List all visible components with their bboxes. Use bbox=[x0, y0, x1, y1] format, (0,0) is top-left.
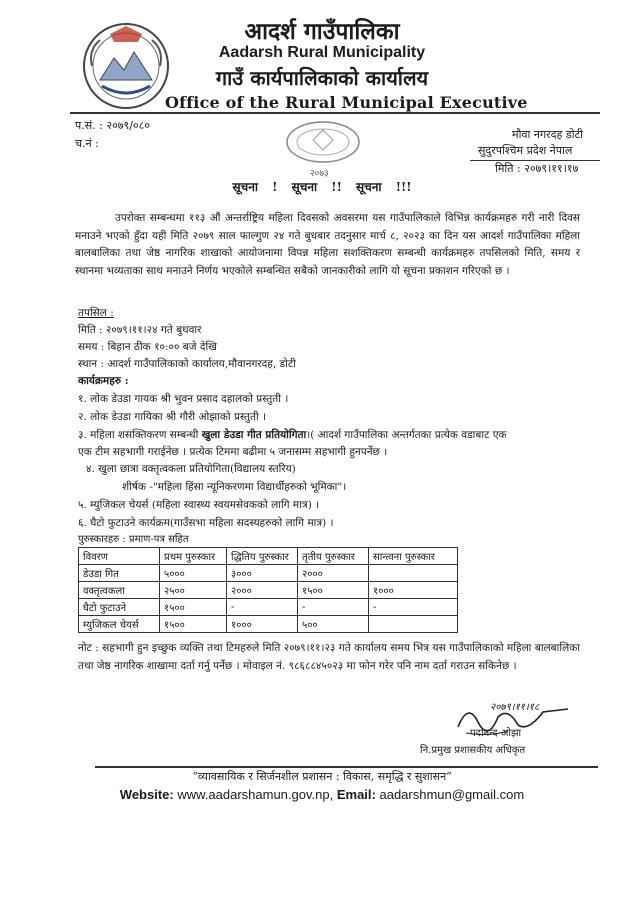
address-line-2: सुदुरपश्चिम प्रदेश नेपाल bbox=[478, 144, 573, 157]
signatory-name: पदानन्द ओझा bbox=[470, 728, 522, 739]
table-cell: ५००० bbox=[160, 565, 227, 582]
details-heading: तपसिल : bbox=[78, 307, 114, 319]
table-cell bbox=[369, 565, 458, 582]
signatory-title: नि.प्रमुख प्रशासकीय अधिकृत bbox=[420, 745, 526, 756]
table-cell: - bbox=[369, 599, 458, 616]
program-item-6: ६. घैटो फुटाउने कार्यक्रम(गाउँसभा महिला सदस्यहरुको लागि मात्र) । bbox=[78, 517, 334, 529]
table-header-cell: तृतीय पुरुस्कार bbox=[298, 548, 369, 565]
program-item-3-lead: ३. महिला शसक्तिकरण सम्बन्धी bbox=[78, 429, 202, 441]
prize-table-header bbox=[79, 548, 458, 565]
municipality-name-en: Aadarsh Rural Municipality bbox=[218, 44, 426, 61]
website-link[interactable]: www.aadarshamun.gov.np, bbox=[177, 787, 334, 802]
prizes-caption: पुरुस्कारहरु : प्रमाण-पत्र सहित bbox=[78, 534, 189, 545]
address-line-1: मौवा नगरदह डोटी bbox=[512, 128, 583, 141]
event-date: मिति : २०७९।११।२४ गते बुधवार bbox=[78, 324, 202, 336]
table-cell: १५०० bbox=[160, 599, 227, 616]
program-item-3-tail: ।( आदर्श गाउँपालिका अन्तर्गतका प्रत्येक वडाबाट एक bbox=[306, 429, 507, 441]
table-cell: वक्तृत्वकला bbox=[79, 582, 160, 599]
program-item-3-continued: एक टीम सहभागी गराईनेछ । प्रत्येक टिममा बढीमा ५ जनासम्म सहभागी हुनपर्नेछ । bbox=[78, 446, 388, 458]
program-item-2: २. लोक डेउडा गायिका श्री गौरी ओझाको प्रस्तुती । bbox=[78, 411, 267, 423]
reference-number: प.सं. : २०७९/०८० bbox=[75, 119, 151, 132]
municipality-name-np: आदर्श गाउँपालिका bbox=[244, 18, 400, 45]
table-cell: २००० bbox=[227, 582, 298, 599]
event-time: समय : बिहान ठीक १०:०० बजे देखि bbox=[78, 341, 217, 353]
office-name-np: गाउँ कार्यपालिकाको कार्यालय bbox=[215, 66, 429, 90]
table-header-cell: द्धितिय पुरुस्कार bbox=[227, 548, 298, 565]
table-row bbox=[79, 565, 458, 582]
table-cell: १५०० bbox=[160, 616, 227, 633]
table-cell: २५०० bbox=[160, 582, 227, 599]
header-divider bbox=[70, 112, 600, 114]
footer-divider bbox=[95, 766, 598, 768]
table-row bbox=[79, 616, 458, 633]
website-label: Website: bbox=[119, 787, 174, 802]
intro-paragraph: उपरोक्त सम्बन्धमा ११३ औं अन्तर्राष्ट्रिय महिला दिवसको अवसरमा यस गाउँपालिकाले विभिन्न कार्यक्रमहरु गरी नारी दिवस मनाउने भएको हुँदा यही मिति २०७९ साल फाल्गुण २४ गते बुधबार तदनुसार मार्च ८, २०२३ का दिन यस आदर्श गाउँपालिका महिला बालबालिका तथा जेष्ठ नागरिक शाखाको आयोजनामा विपन्न महिला सशक्तिकरण सम्बन्धी कार्यक्रमहरु तपसिलको मिति, समय र स्थानमा भव्यताका साथ मनाउने निर्णय भएकोले सम्बन्धित सबैको जानकारीको लागि यो सूचना प्रकाशन गरिएको छ । bbox=[75, 212, 580, 277]
footer-contact bbox=[0, 787, 644, 802]
dispatch-number: च.नं : bbox=[75, 137, 99, 150]
table-header-cell: प्रथम पुरुस्कार bbox=[160, 548, 227, 565]
table-cell: १५०० bbox=[298, 582, 369, 599]
table-cell: - bbox=[227, 599, 298, 616]
table-row bbox=[79, 582, 458, 599]
program-item-3-highlight: खुला डेउडा गीत प्रतियोगिता bbox=[201, 429, 307, 441]
table-header-cell: विवरण bbox=[79, 548, 160, 565]
stamp-year: २०७३ bbox=[310, 169, 329, 179]
email-link[interactable]: aadarshmun@gmail.com bbox=[379, 787, 525, 802]
table-header-cell: सान्त्वना पुरुस्कार bbox=[369, 548, 458, 565]
program-item-1: १. लोक डेउडा गायक श्री भुवन प्रसाद दहालको प्रस्तुती । bbox=[78, 393, 289, 405]
table-cell: ३००० bbox=[227, 565, 298, 582]
prize-table bbox=[78, 547, 458, 633]
signature-date: २०७९।११।१८ bbox=[490, 702, 540, 713]
table-cell: म्युजिकल चेयर्स bbox=[79, 616, 160, 633]
office-name-en: Office of the Rural Municipal Executive bbox=[165, 93, 528, 112]
program-item-5: ५. म्युजिकल चेयर्स (महिला स्वास्थ्य स्वयमसेवकको लागि मात्र) । bbox=[78, 499, 320, 511]
table-cell: डेउडा गित bbox=[79, 565, 160, 582]
table-row bbox=[79, 599, 458, 616]
program-item-4: ४. खुला छात्रा वक्तृत्वकला प्रतियोगिता(विद्यालय स्तरिय) bbox=[86, 463, 296, 475]
notice-heading: सूचना ! सूचना !! सूचना !!! bbox=[232, 180, 412, 194]
program-item-3 bbox=[78, 427, 507, 444]
footer-motto: “व्यावसायिक र सिर्जनशील प्रशासन : विकास, समृद्धि र सुशासन” bbox=[192, 770, 452, 783]
letter-date: मिति : २०७९।११।१७ bbox=[495, 162, 579, 175]
table-cell: ५०० bbox=[298, 616, 369, 633]
registration-note: नोट : सहभागी हुन इच्छुक व्यक्ति तथा टिमहरुले मिति २०७९।११।२३ गते कार्यालय समय भित्र यस गाउँपालिकाको महिला बालबालिका तथा जेष्ठ नागरिक शाखामा दर्ता गर्नु पर्नेछ । मोवाइल नं. ९८६८८४५०२३ मा फोन गरेर पनि नाम दर्ता गराउन सकिनेछ । bbox=[78, 642, 580, 672]
table-cell: - bbox=[298, 599, 369, 616]
event-venue: स्थान : आदर्श गाउँपालिकाको कार्यालय,मौवानगरदह, डोटी bbox=[78, 358, 296, 370]
table-cell: २००० bbox=[298, 565, 369, 582]
table-cell bbox=[369, 616, 458, 633]
table-cell: १००० bbox=[369, 582, 458, 599]
table-cell: घैटो फुटाउने bbox=[79, 599, 160, 616]
program-item-4-topic: शीर्षक -"महिला हिंसा न्यूनिकरणमा विद्यार्थीहरुको भूमिका"। bbox=[122, 481, 347, 493]
table-cell: १००० bbox=[227, 616, 298, 633]
programs-heading: कार्यक्रमहरु : bbox=[78, 375, 129, 387]
email-label: Email: bbox=[336, 787, 376, 802]
